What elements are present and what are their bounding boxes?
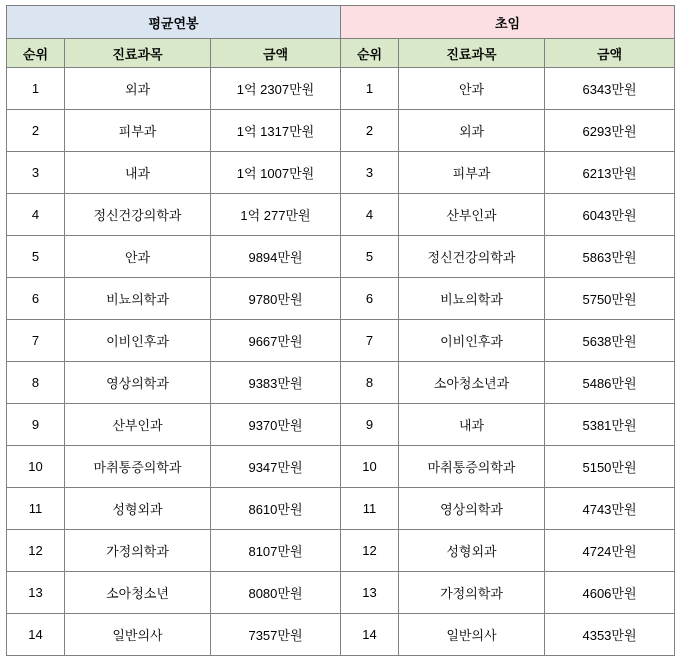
- right-department: 일반의사: [399, 614, 545, 656]
- left-amount: 9780만원: [211, 278, 341, 320]
- table-row: [7, 530, 675, 572]
- right-rank: 2: [341, 110, 399, 152]
- right-department: 산부인과: [399, 194, 545, 236]
- right-header-department: 진료과목: [399, 39, 545, 68]
- right-header-amount: 금액: [545, 39, 675, 68]
- right-amount: 5750만원: [545, 278, 675, 320]
- right-rank: 10: [341, 446, 399, 488]
- right-rank: 11: [341, 488, 399, 530]
- left-rank: 2: [7, 110, 65, 152]
- table-row: [7, 488, 675, 530]
- left-department: 정신건강의학과: [65, 194, 211, 236]
- right-department: 마취통증의학과: [399, 446, 545, 488]
- left-amount: 9347만원: [211, 446, 341, 488]
- left-rank: 13: [7, 572, 65, 614]
- left-department: 이비인후과: [65, 320, 211, 362]
- right-amount: 5486만원: [545, 362, 675, 404]
- left-rank: 8: [7, 362, 65, 404]
- table-row: [7, 446, 675, 488]
- right-amount: 5381만원: [545, 404, 675, 446]
- table-row: [7, 362, 675, 404]
- table-row: [7, 320, 675, 362]
- right-amount: 4353만원: [545, 614, 675, 656]
- left-amount: 8107만원: [211, 530, 341, 572]
- table-row: [7, 614, 675, 656]
- left-table-title: 평균연봉: [7, 6, 341, 39]
- left-department: 마취통증의학과: [65, 446, 211, 488]
- left-rank: 10: [7, 446, 65, 488]
- left-department: 내과: [65, 152, 211, 194]
- right-rank: 4: [341, 194, 399, 236]
- left-department: 가정의학과: [65, 530, 211, 572]
- left-rank: 11: [7, 488, 65, 530]
- salary-table: [6, 5, 675, 656]
- right-department: 이비인후과: [399, 320, 545, 362]
- right-rank: 8: [341, 362, 399, 404]
- left-rank: 5: [7, 236, 65, 278]
- right-amount: 4724만원: [545, 530, 675, 572]
- left-department: 안과: [65, 236, 211, 278]
- left-header-rank: 순위: [7, 39, 65, 68]
- left-rank: 4: [7, 194, 65, 236]
- right-department: 안과: [399, 68, 545, 110]
- left-rank: 1: [7, 68, 65, 110]
- right-rank: 6: [341, 278, 399, 320]
- right-amount: 6213만원: [545, 152, 675, 194]
- left-rank: 7: [7, 320, 65, 362]
- right-department: 내과: [399, 404, 545, 446]
- left-amount: 8080만원: [211, 572, 341, 614]
- right-amount: 6293만원: [545, 110, 675, 152]
- table-header-row: [7, 39, 675, 68]
- left-amount: 1억 1007만원: [211, 152, 341, 194]
- right-rank: 13: [341, 572, 399, 614]
- right-amount: 5863만원: [545, 236, 675, 278]
- right-amount: 5638만원: [545, 320, 675, 362]
- right-amount: 4606만원: [545, 572, 675, 614]
- left-rank: 14: [7, 614, 65, 656]
- table-row: [7, 68, 675, 110]
- left-amount: 1억 277만원: [211, 194, 341, 236]
- right-department: 영상의학과: [399, 488, 545, 530]
- table-row: [7, 152, 675, 194]
- left-department: 영상의학과: [65, 362, 211, 404]
- left-department: 성형외과: [65, 488, 211, 530]
- left-amount: 8610만원: [211, 488, 341, 530]
- left-department: 산부인과: [65, 404, 211, 446]
- right-rank: 3: [341, 152, 399, 194]
- left-department: 일반의사: [65, 614, 211, 656]
- right-department: 정신건강의학과: [399, 236, 545, 278]
- left-amount: 1억 1317만원: [211, 110, 341, 152]
- right-table-title: 초임: [341, 6, 675, 39]
- right-amount: 6343만원: [545, 68, 675, 110]
- table-title-row: [7, 6, 675, 39]
- left-rank: 6: [7, 278, 65, 320]
- table-row: [7, 194, 675, 236]
- right-amount: 6043만원: [545, 194, 675, 236]
- left-header-amount: 금액: [211, 39, 341, 68]
- left-department: 외과: [65, 68, 211, 110]
- right-rank: 12: [341, 530, 399, 572]
- left-amount: 9667만원: [211, 320, 341, 362]
- left-rank: 12: [7, 530, 65, 572]
- right-rank: 1: [341, 68, 399, 110]
- right-department: 외과: [399, 110, 545, 152]
- left-amount: 1억 2307만원: [211, 68, 341, 110]
- table-row: [7, 278, 675, 320]
- right-rank: 5: [341, 236, 399, 278]
- right-department: 소아청소년과: [399, 362, 545, 404]
- left-department: 비뇨의학과: [65, 278, 211, 320]
- left-header-department: 진료과목: [65, 39, 211, 68]
- left-amount: 7357만원: [211, 614, 341, 656]
- left-amount: 9370만원: [211, 404, 341, 446]
- table-row: [7, 236, 675, 278]
- left-rank: 9: [7, 404, 65, 446]
- right-amount: 5150만원: [545, 446, 675, 488]
- table-row: [7, 404, 675, 446]
- left-amount: 9383만원: [211, 362, 341, 404]
- left-department: 소아청소년: [65, 572, 211, 614]
- right-department: 비뇨의학과: [399, 278, 545, 320]
- right-department: 피부과: [399, 152, 545, 194]
- right-header-rank: 순위: [341, 39, 399, 68]
- left-rank: 3: [7, 152, 65, 194]
- left-department: 피부과: [65, 110, 211, 152]
- left-amount: 9894만원: [211, 236, 341, 278]
- right-department: 성형외과: [399, 530, 545, 572]
- right-amount: 4743만원: [545, 488, 675, 530]
- right-rank: 7: [341, 320, 399, 362]
- right-department: 가정의학과: [399, 572, 545, 614]
- table-row: [7, 110, 675, 152]
- table-row: [7, 572, 675, 614]
- right-rank: 9: [341, 404, 399, 446]
- right-rank: 14: [341, 614, 399, 656]
